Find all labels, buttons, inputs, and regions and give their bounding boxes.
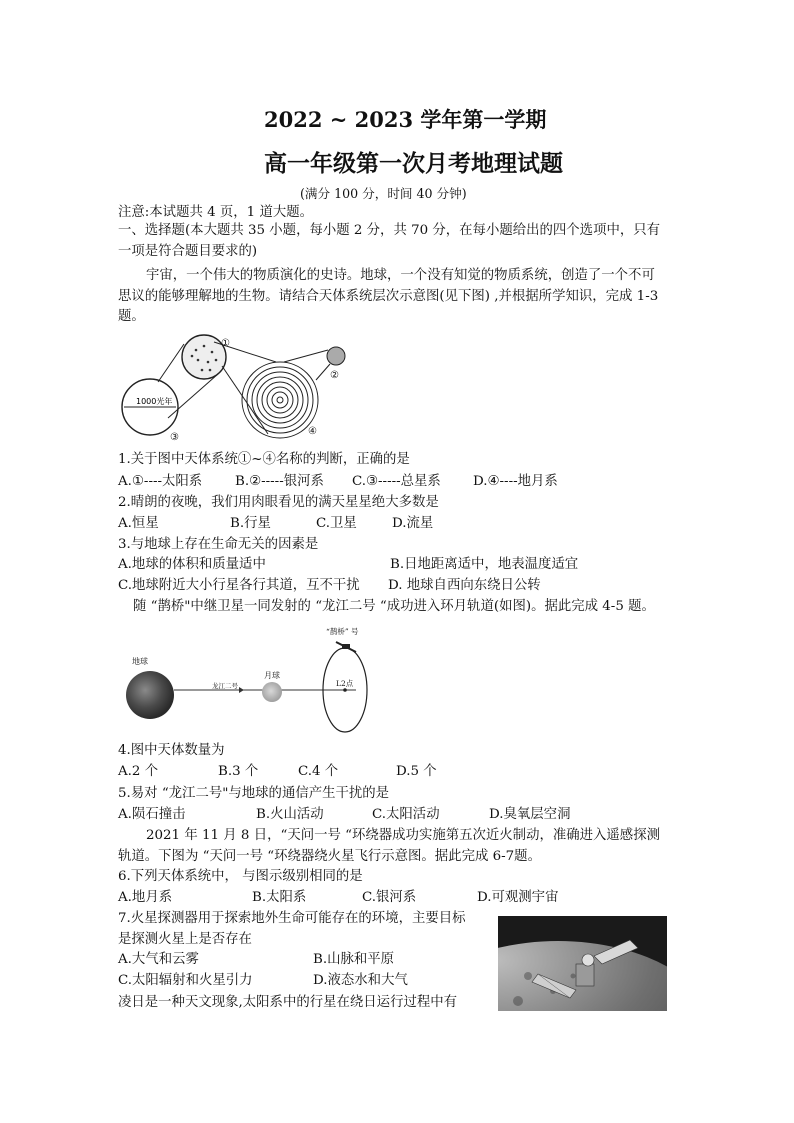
option-a: A.恒星 [118,516,159,531]
option-b: B.山脉和平原 [313,952,395,967]
option-c: C.太阳辐射和火星引力 [118,973,253,988]
intro-paragraph-line: 思议的能够理解地的生物。请结合天体系统层次示意图(见下图) ,并根据所学知识，完成 1-3 [118,289,659,304]
exam-title-year: 2022 ~ 2023 学年第一学期 [264,107,547,132]
option-d: D.臭氧层空洞 [489,807,571,822]
option-c: C.4 个 [298,764,339,779]
question-stem-cont: 是探测火星上是否存在 [118,932,252,947]
option-b: B.火山活动 [256,807,324,822]
moon-label: 月球 [264,671,280,680]
question-stem: 1.关于图中天体系统①~④名称的判断，正确的是 [118,452,410,467]
l2-label: L2点 [336,679,354,688]
earth-label: 地球 [132,657,148,666]
option-c: C.地球附近大小行星各行其道，互不干扰 [118,578,360,593]
option-c: C.太阳活动 [372,807,440,822]
exam-subtitle: (满分 100 分，时间 40 分钟) [300,186,467,201]
note-line: 注意:本试题共 4 页，1 道大题。 [118,205,314,220]
option-d: D. 地球自西向东绕日公转 [388,578,541,593]
celestial-system-diagram [118,330,358,450]
option-b: B.行星 [230,516,271,531]
option-b: B.3 个 [218,764,259,779]
question-stem: 4.图中天体数量为 [118,743,225,758]
option-a: A.①----太阳系 [118,474,203,489]
probe-label: 龙江二号 [212,682,238,690]
option-a: A.地月系 [118,890,173,905]
option-c: C.卫星 [316,516,357,531]
label-4: ④ [308,426,317,437]
option-a: A.大气和云雾 [118,952,199,967]
mars-orbiter-photo [498,916,667,1011]
option-b: B.日地距离适中，地表温度适宜 [390,557,579,572]
question-stem: 2.晴朗的夜晚，我们用肉眼看见的满天星星绝大多数是 [118,495,439,510]
question-stem: 3.与地球上存在生命无关的因素是 [118,537,319,552]
label-1: ① [221,338,230,349]
option-d: D.可观测宇宙 [477,890,559,905]
relay-label: “鹊桥” 号 [326,627,359,636]
label-2: ② [330,370,339,381]
intro-paragraph-line: 轨道。下图为 “天问一号 “环绕器绕火星飞行示意图。据此完成 6-7题。 [118,849,541,864]
option-c: C.银河系 [362,890,417,905]
question-stem: 6.下列天体系统中， 与图示级别相同的是 [118,869,363,884]
option-a: A.陨石撞击 [118,807,186,822]
option-d: D.5 个 [396,764,437,779]
intro-paragraph: 2021 年 11 月 8 日，“天问一号 “环绕器成功实施第五次近火制动，准确进入遥感探测 [146,828,660,843]
question-stem: 7.火星探测器用于探索地外生命可能存在的环境，主要目标 [118,911,466,926]
option-d: D.④----地月系 [473,474,558,489]
option-b: B.②-----银河系 [235,474,324,489]
scale-label: 1000光年 [136,397,173,406]
option-d: D.流星 [392,516,434,531]
section-heading: 一、选择题(本大题共 35 小题，每小题 2 分，共 70 分，在每小题给出的四个选项中，只有 [118,223,661,238]
option-c: C.③-----总星系 [352,474,441,489]
label-3: ③ [170,432,179,443]
intro-paragraph-line: 题。 [118,309,145,324]
intro-paragraph: 凌日是一种天文现象,太阳系中的行星在绕日运行过程中有 [118,995,458,1010]
intro-paragraph: 随 “鹊桥"中继卫星一同发射的 “龙江二号 “成功进入环月轨道(如图)。据此完成 4-5 题。 [133,599,655,614]
option-b: B.太阳系 [252,890,307,905]
relay-satellite-icon [336,642,356,652]
moon-icon [262,682,282,702]
exam-title: 高一年级第一次月考地理试题 [264,150,563,177]
option-d: D.液态水和大气 [313,973,408,988]
question-stem: 5.易对 “龙江二号"与地球的通信产生干扰的是 [118,786,390,801]
intro-paragraph: 宇宙，一个伟大的物质演化的史诗。地球，一个没有知觉的物质系统，创造了一个不可 [146,268,655,283]
section-heading-cont: 一项是符合题目要求的) [118,244,258,259]
earth-icon [126,671,174,719]
option-a: A.2 个 [118,764,159,779]
option-a: A.地球的体积和质量适中 [118,557,266,572]
earth-moon-relay-diagram [120,620,380,738]
